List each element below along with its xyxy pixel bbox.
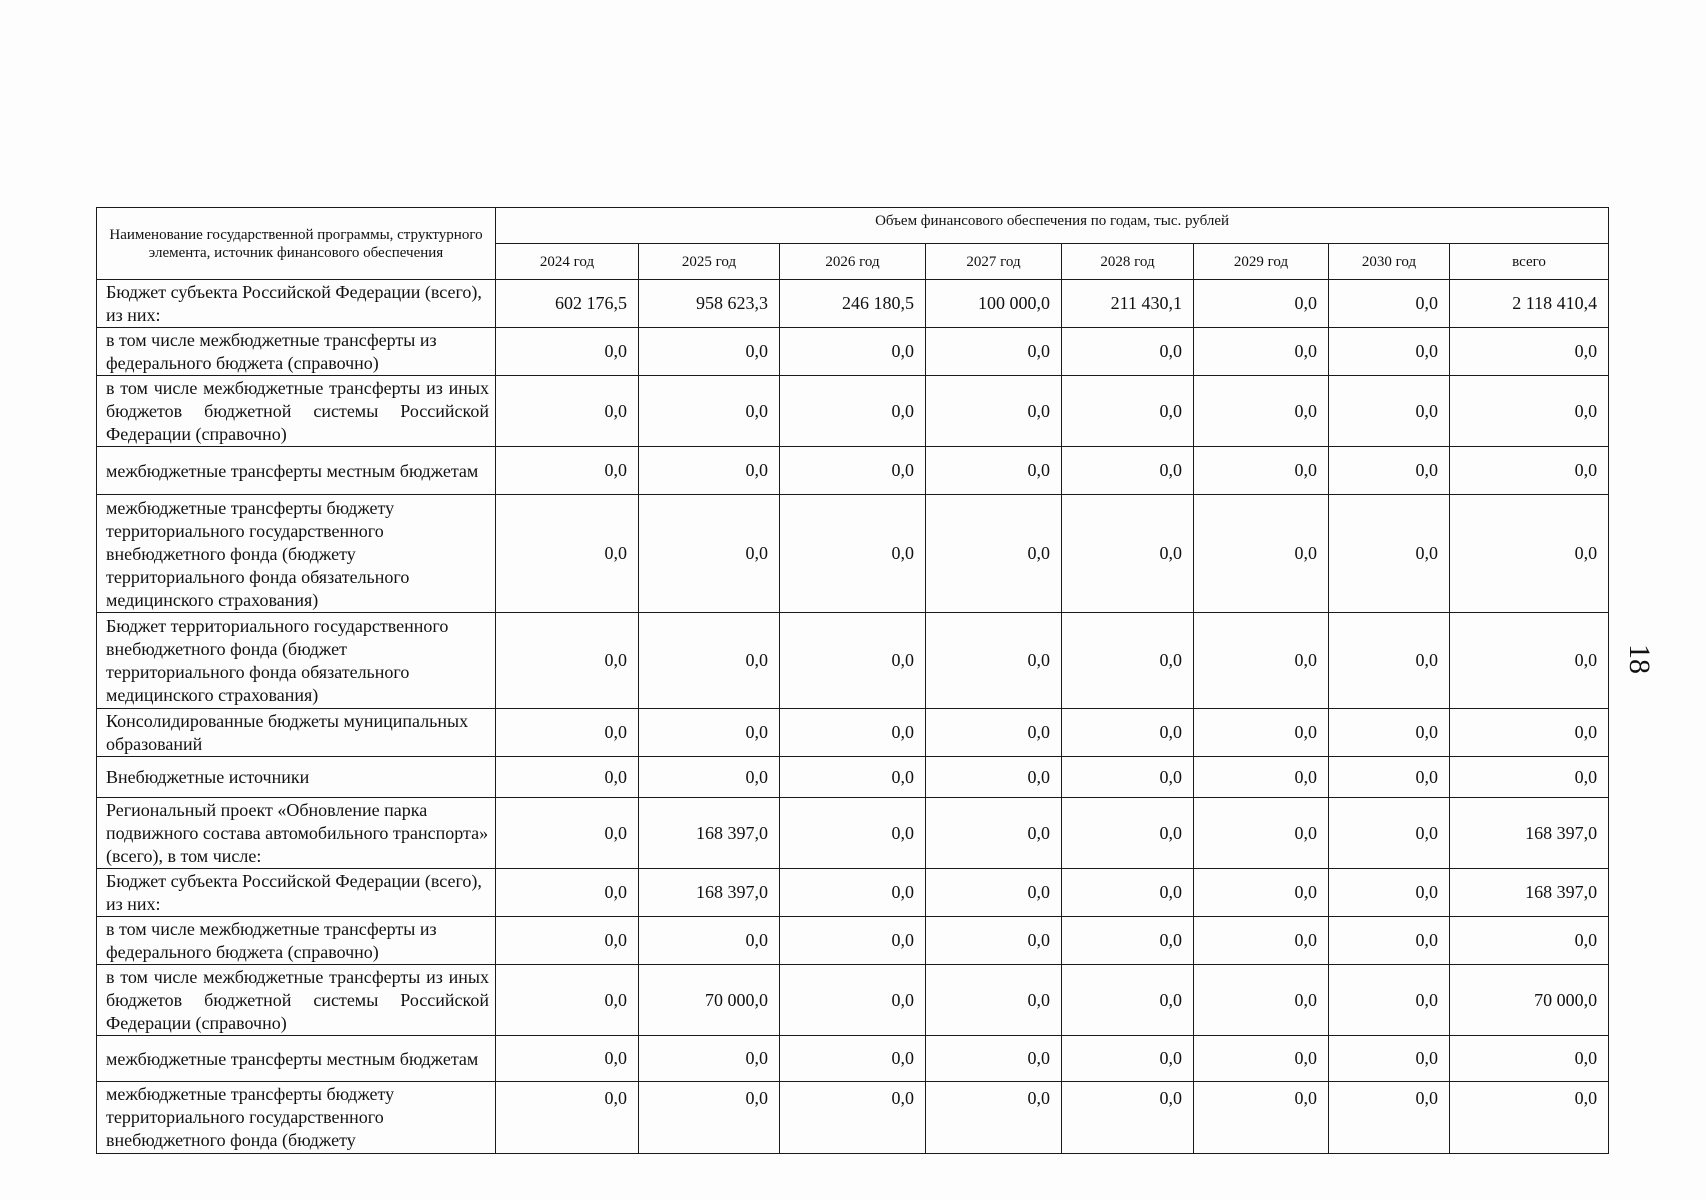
- row-name-cell: в том числе межбюджетные трансферты из федерального бюджета (справочно): [97, 917, 496, 965]
- value-cell: 0,0: [1062, 1082, 1194, 1154]
- value-cell: 0,0: [1062, 709, 1194, 757]
- table-row: [97, 757, 1609, 798]
- value-cell: 0,0: [1062, 965, 1194, 1036]
- value-cell: 0,0: [1062, 798, 1194, 869]
- value-cell: 0,0: [926, 757, 1062, 798]
- year-header: 2030 год: [1329, 244, 1450, 280]
- value-cell: 0,0: [926, 965, 1062, 1036]
- value-cell: 0,0: [1194, 1036, 1329, 1082]
- value-cell: 0,0: [1194, 757, 1329, 798]
- value-cell: 0,0: [780, 757, 926, 798]
- year-header: 2027 год: [926, 244, 1062, 280]
- value-cell: 0,0: [1329, 495, 1450, 613]
- value-cell: 0,0: [780, 1036, 926, 1082]
- row-name-cell: межбюджетные трансферты местным бюджетам: [97, 1036, 496, 1082]
- value-cell: 0,0: [1450, 757, 1609, 798]
- table-row: [97, 709, 1609, 757]
- value-cell: 0,0: [639, 495, 780, 613]
- value-cell: 0,0: [1329, 965, 1450, 1036]
- value-cell: 168 397,0: [639, 869, 780, 917]
- value-cell: 0,0: [926, 798, 1062, 869]
- value-cell: 0,0: [1194, 447, 1329, 495]
- value-cell: 0,0: [926, 1036, 1062, 1082]
- table-row: [97, 447, 1609, 495]
- page-number: 18: [1623, 644, 1656, 674]
- value-cell: 0,0: [1329, 447, 1450, 495]
- name-column-header: Наименование государственной программы, структурного элемента, источник финансового обеспечения: [97, 208, 496, 280]
- value-cell: 0,0: [1329, 869, 1450, 917]
- row-name-cell: Консолидированные бюджеты муниципальных образований: [97, 709, 496, 757]
- table-row: [97, 869, 1609, 917]
- value-cell: 0,0: [496, 1036, 639, 1082]
- value-cell: 0,0: [926, 709, 1062, 757]
- financing-table: [96, 207, 1609, 1154]
- value-cell: 0,0: [780, 965, 926, 1036]
- value-cell: 0,0: [1329, 613, 1450, 709]
- row-name-cell: межбюджетные трансферты бюджету территориального государственного внебюджетного фонда (бюджету территориального фонда обязательного медицинского страхования): [97, 495, 496, 613]
- value-cell: 0,0: [1062, 1036, 1194, 1082]
- value-cell: 0,0: [496, 328, 639, 376]
- value-cell: 0,0: [1062, 328, 1194, 376]
- table-row: [97, 495, 1609, 613]
- table-row: [97, 280, 1609, 328]
- value-cell: 0,0: [926, 1082, 1062, 1154]
- value-cell: 0,0: [1194, 917, 1329, 965]
- table-row: [97, 613, 1609, 709]
- row-name-cell: Бюджет субъекта Российской Федерации (всего), из них:: [97, 869, 496, 917]
- value-cell: 0,0: [1062, 376, 1194, 447]
- value-cell: 0,0: [1450, 1036, 1609, 1082]
- value-cell: 0,0: [1329, 709, 1450, 757]
- value-cell: 0,0: [1450, 495, 1609, 613]
- value-cell: 0,0: [1194, 613, 1329, 709]
- value-cell: 0,0: [1329, 376, 1450, 447]
- value-cell: 0,0: [1450, 613, 1609, 709]
- value-cell: 0,0: [639, 757, 780, 798]
- value-cell: 0,0: [1194, 280, 1329, 328]
- value-cell: 0,0: [496, 757, 639, 798]
- value-cell: 0,0: [1062, 447, 1194, 495]
- value-cell: 958 623,3: [639, 280, 780, 328]
- value-cell: 0,0: [1194, 328, 1329, 376]
- value-cell: 0,0: [780, 328, 926, 376]
- value-cell: 100 000,0: [926, 280, 1062, 328]
- value-cell: 0,0: [1194, 376, 1329, 447]
- value-cell: 0,0: [926, 917, 1062, 965]
- value-cell: 168 397,0: [1450, 869, 1609, 917]
- value-cell: 0,0: [1329, 1036, 1450, 1082]
- value-cell: 0,0: [1194, 709, 1329, 757]
- table-body: [97, 280, 1609, 1154]
- value-cell: 0,0: [1450, 376, 1609, 447]
- value-cell: 0,0: [639, 709, 780, 757]
- row-name-cell: Бюджет территориального государственного внебюджетного фонда (бюджет территориального фонда обязательного медицинского страхования): [97, 613, 496, 709]
- value-cell: 246 180,5: [780, 280, 926, 328]
- value-cell: 70 000,0: [1450, 965, 1609, 1036]
- value-cell: 0,0: [1194, 495, 1329, 613]
- value-cell: 0,0: [1329, 280, 1450, 328]
- row-name-cell: в том числе межбюджетные трансферты из иных бюджетов бюджетной системы Российской Федерации (справочно): [97, 376, 496, 447]
- value-cell: 0,0: [496, 917, 639, 965]
- value-cell: 0,0: [1329, 917, 1450, 965]
- table-row: [97, 376, 1609, 447]
- value-cell: 0,0: [496, 447, 639, 495]
- table-row: [97, 1082, 1609, 1154]
- value-cell: 0,0: [926, 869, 1062, 917]
- value-cell: 0,0: [780, 869, 926, 917]
- value-cell: 0,0: [780, 798, 926, 869]
- value-cell: 2 118 410,4: [1450, 280, 1609, 328]
- value-cell: 0,0: [780, 613, 926, 709]
- value-cell: 0,0: [1062, 495, 1194, 613]
- value-cell: 0,0: [496, 495, 639, 613]
- value-cell: 0,0: [496, 613, 639, 709]
- row-name-cell: Региональный проект «Обновление парка подвижного состава автомобильного транспорта» (всего), в том числе:: [97, 798, 496, 869]
- value-cell: 0,0: [639, 328, 780, 376]
- value-cell: 0,0: [780, 447, 926, 495]
- value-cell: 0,0: [926, 328, 1062, 376]
- value-cell: 0,0: [1062, 917, 1194, 965]
- year-header: 2025 год: [639, 244, 780, 280]
- header-row-1: [97, 208, 1609, 244]
- value-cell: 0,0: [1450, 917, 1609, 965]
- value-cell: 0,0: [496, 798, 639, 869]
- value-cell: 0,0: [780, 917, 926, 965]
- value-cell: 602 176,5: [496, 280, 639, 328]
- table-row: [97, 328, 1609, 376]
- value-cell: 0,0: [1450, 709, 1609, 757]
- row-name-cell: межбюджетные трансферты местным бюджетам: [97, 447, 496, 495]
- value-cell: 0,0: [496, 709, 639, 757]
- value-cell: 0,0: [639, 376, 780, 447]
- table-row: [97, 965, 1609, 1036]
- row-name-cell: Бюджет субъекта Российской Федерации (всего), из них:: [97, 280, 496, 328]
- value-cell: 0,0: [1062, 613, 1194, 709]
- value-cell: 0,0: [780, 495, 926, 613]
- value-cell: 0,0: [780, 376, 926, 447]
- value-cell: 0,0: [926, 495, 1062, 613]
- value-cell: 0,0: [496, 1082, 639, 1154]
- value-cell: 0,0: [1450, 1082, 1609, 1154]
- value-cell: 0,0: [926, 376, 1062, 447]
- value-cell: 0,0: [1194, 869, 1329, 917]
- value-cell: 0,0: [639, 1082, 780, 1154]
- value-cell: 168 397,0: [639, 798, 780, 869]
- value-cell: 0,0: [1329, 328, 1450, 376]
- value-cell: 0,0: [639, 917, 780, 965]
- value-cell: 0,0: [1329, 757, 1450, 798]
- year-header: 2024 год: [496, 244, 639, 280]
- value-cell: 0,0: [780, 709, 926, 757]
- value-cell: 0,0: [926, 447, 1062, 495]
- value-cell: 0,0: [1194, 798, 1329, 869]
- value-cell: 70 000,0: [639, 965, 780, 1036]
- year-header: 2028 год: [1062, 244, 1194, 280]
- value-cell: 0,0: [1329, 798, 1450, 869]
- value-cell: 0,0: [1329, 1082, 1450, 1154]
- value-cell: 0,0: [496, 869, 639, 917]
- value-cell: 0,0: [926, 613, 1062, 709]
- value-cell: 0,0: [1450, 447, 1609, 495]
- row-name-cell: в том числе межбюджетные трансферты из федерального бюджета (справочно): [97, 328, 496, 376]
- volume-group-header: Объем финансового обеспечения по годам, тыс. рублей: [496, 208, 1609, 244]
- value-cell: 0,0: [1450, 328, 1609, 376]
- value-cell: 0,0: [639, 613, 780, 709]
- row-name-cell: межбюджетные трансферты бюджету территориального государственного внебюджетного фонда (бюджету: [97, 1082, 496, 1154]
- value-cell: 211 430,1: [1062, 280, 1194, 328]
- value-cell: 0,0: [496, 965, 639, 1036]
- value-cell: 168 397,0: [1450, 798, 1609, 869]
- table-row: [97, 917, 1609, 965]
- value-cell: 0,0: [639, 1036, 780, 1082]
- value-cell: 0,0: [1194, 965, 1329, 1036]
- value-cell: 0,0: [639, 447, 780, 495]
- row-name-cell: Внебюджетные источники: [97, 757, 496, 798]
- row-name-cell: в том числе межбюджетные трансферты из иных бюджетов бюджетной системы Российской Федерации (справочно): [97, 965, 496, 1036]
- value-cell: 0,0: [1194, 1082, 1329, 1154]
- year-header: 2026 год: [780, 244, 926, 280]
- value-cell: 0,0: [1062, 869, 1194, 917]
- year-header: всего: [1450, 244, 1609, 280]
- table-row: [97, 1036, 1609, 1082]
- value-cell: 0,0: [496, 376, 639, 447]
- value-cell: 0,0: [1062, 757, 1194, 798]
- year-header: 2029 год: [1194, 244, 1329, 280]
- value-cell: 0,0: [780, 1082, 926, 1154]
- table-row: [97, 798, 1609, 869]
